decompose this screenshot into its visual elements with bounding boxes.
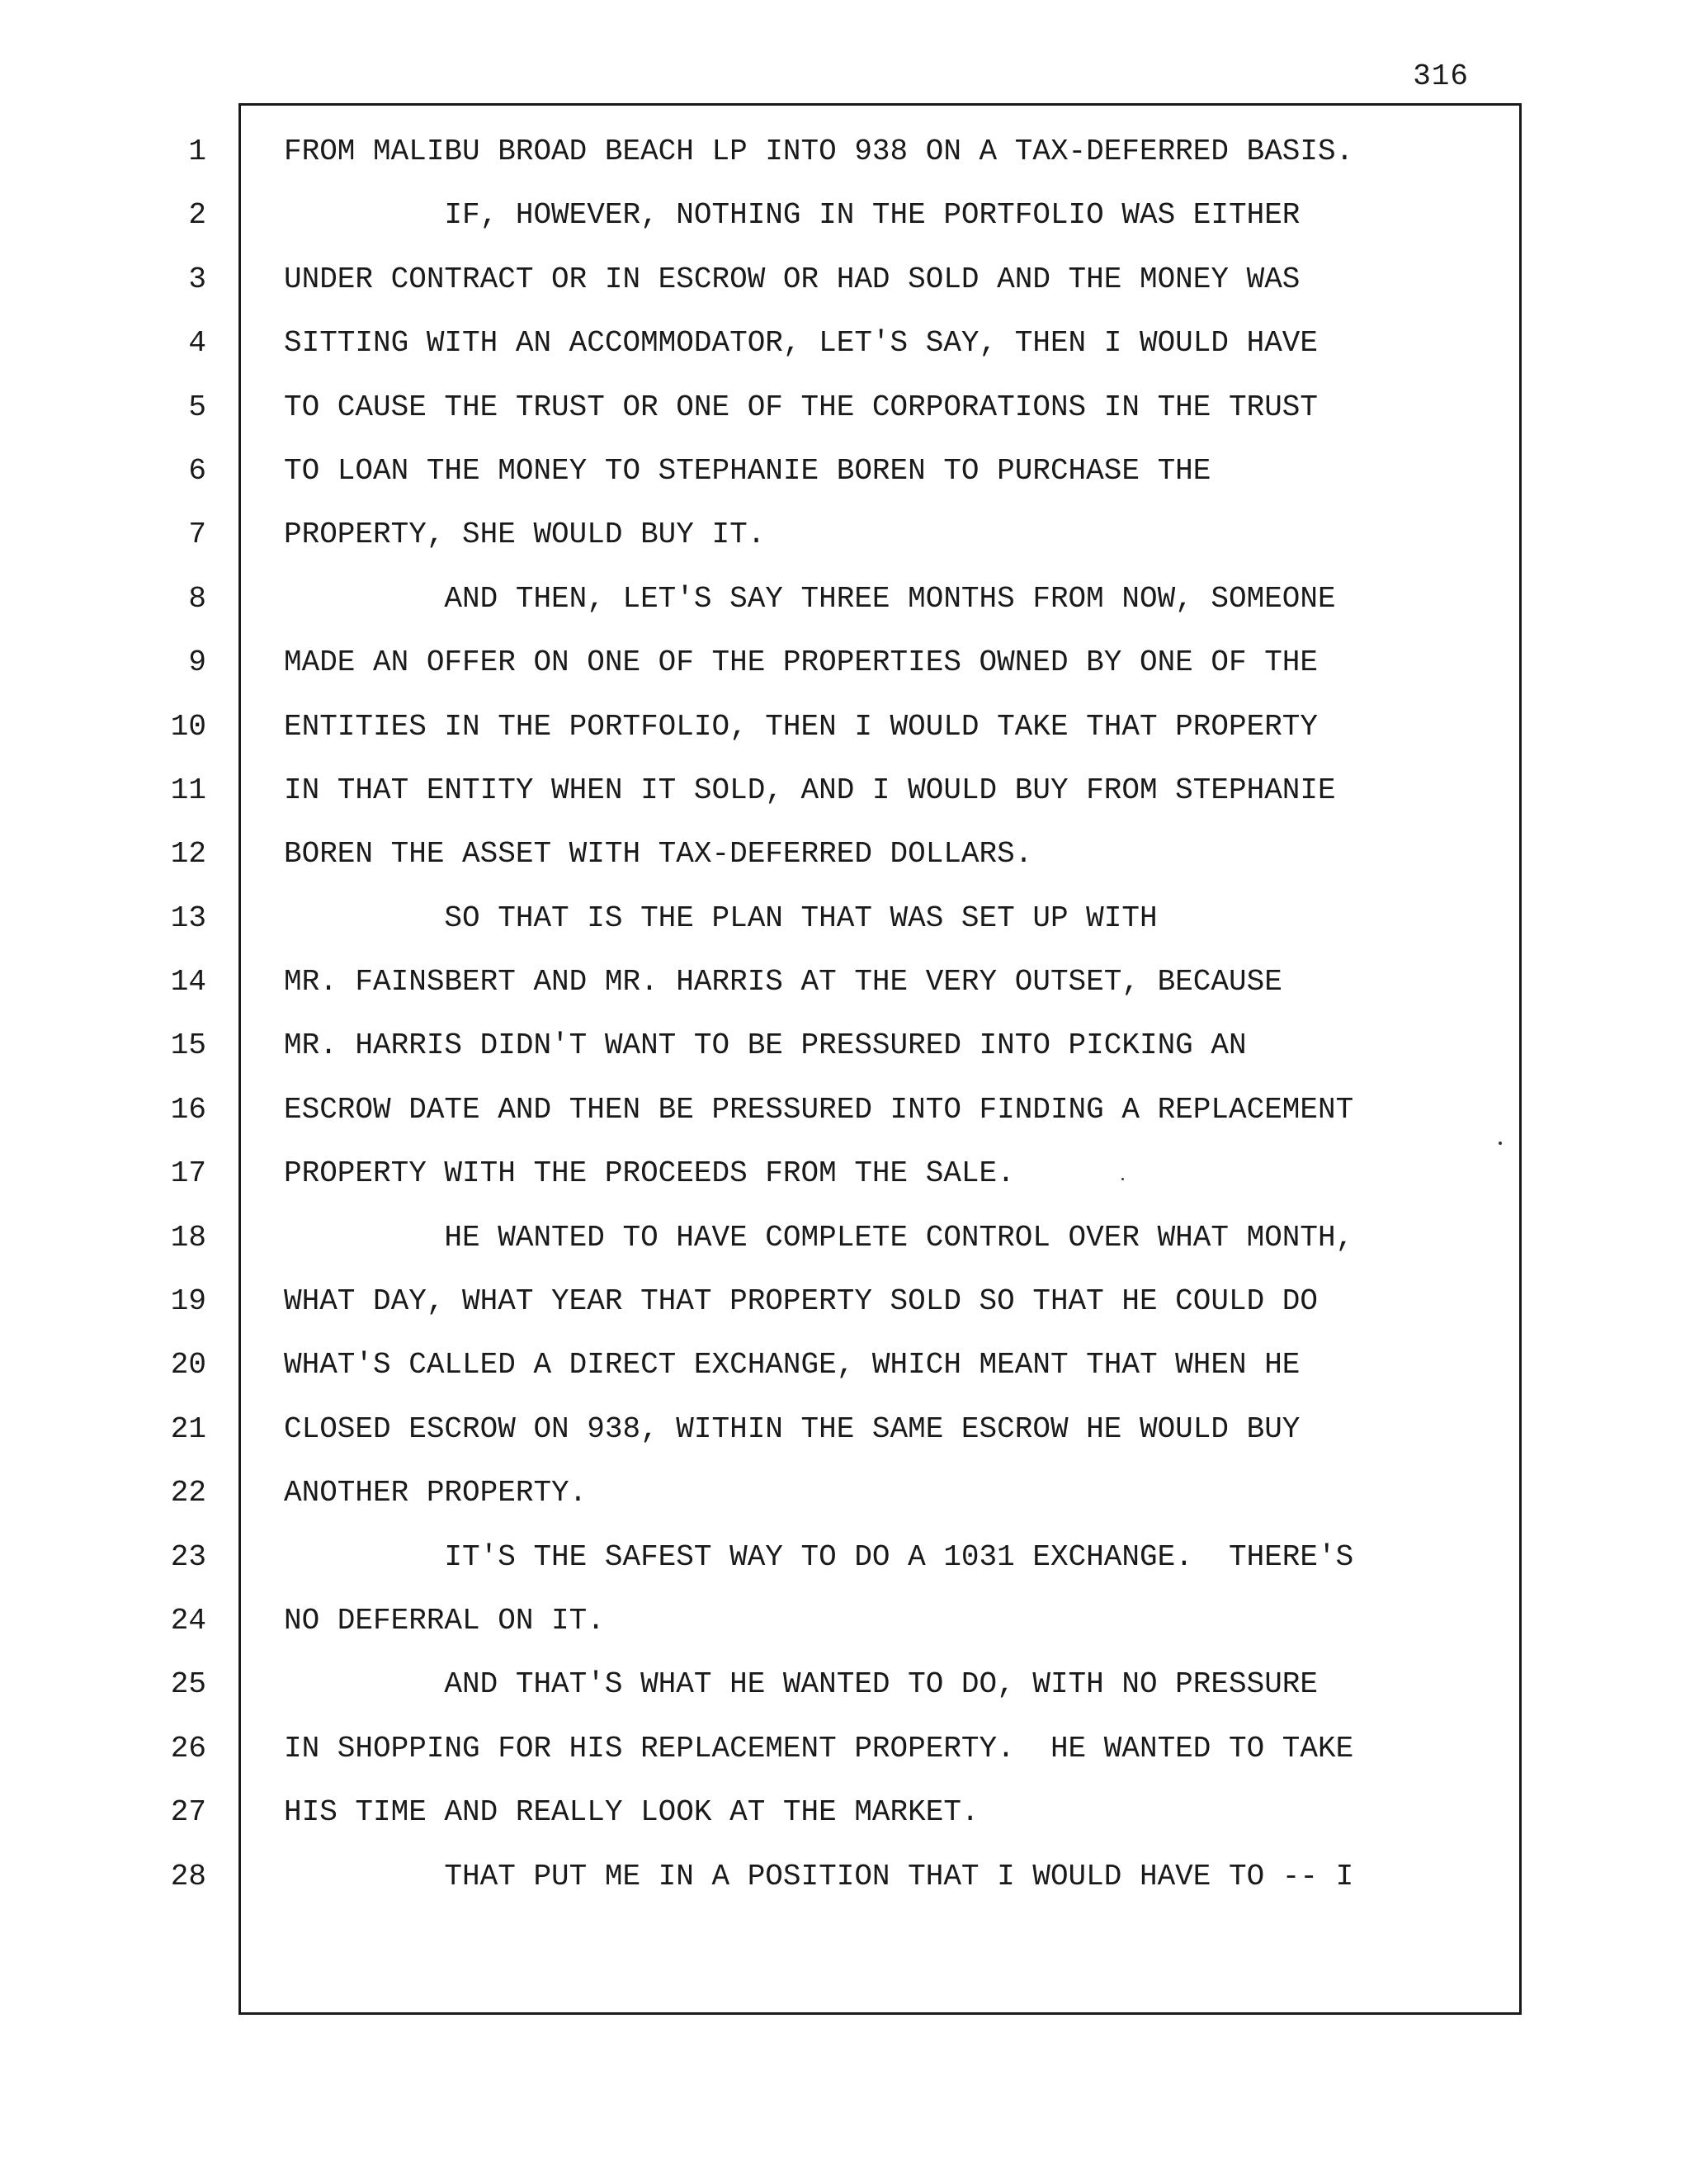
- scan-speck: [1499, 1142, 1502, 1145]
- transcript-line: ENTITIES IN THE PORTFOLIO, THEN I WOULD TAKE THAT PROPERTY: [284, 709, 1319, 744]
- transcript-line: ANOTHER PROPERTY.: [284, 1476, 588, 1510]
- transcript-line: PROPERTY WITH THE PROCEEDS FROM THE SALE.: [284, 1156, 1015, 1191]
- line-number: 11: [170, 773, 206, 807]
- line-number: 14: [170, 965, 206, 1000]
- line-number: 5: [188, 390, 206, 424]
- line-number: 12: [170, 837, 206, 872]
- transcript-line: BOREN THE ASSET WITH TAX-DEFERRED DOLLARS.: [284, 837, 1033, 872]
- transcript-line: TO LOAN THE MONEY TO STEPHANIE BOREN TO PURCHASE THE: [284, 453, 1211, 488]
- transcript-line: AND THAT'S WHAT HE WANTED TO DO, WITH NO PRESSURE: [284, 1667, 1319, 1702]
- line-number: 26: [170, 1731, 206, 1766]
- transcript-line: MADE AN OFFER ON ONE OF THE PROPERTIES OWNED BY ONE OF THE: [284, 645, 1319, 680]
- transcript-line: IT'S THE SAFEST WAY TO DO A 1031 EXCHANGE. THERE'S: [284, 1539, 1354, 1574]
- transcript-line: MR. HARRIS DIDN'T WANT TO BE PRESSURED INTO PICKING AN: [284, 1028, 1247, 1063]
- transcript-line: WHAT DAY, WHAT YEAR THAT PROPERTY SOLD SO THAT HE COULD DO: [284, 1284, 1319, 1319]
- transcript-line: IF, HOWEVER, NOTHING IN THE PORTFOLIO WAS EITHER: [284, 198, 1301, 233]
- line-number: 15: [170, 1028, 206, 1063]
- transcript-line: NO DEFERRAL ON IT.: [284, 1603, 605, 1638]
- transcript-line: FROM MALIBU BROAD BEACH LP INTO 938 ON A TAX-DEFERRED BASIS.: [284, 135, 1354, 168]
- transcript-line: THAT PUT ME IN A POSITION THAT I WOULD HAVE TO -- I: [284, 1859, 1354, 1893]
- line-number: 25: [170, 1667, 206, 1702]
- line-number: 6: [188, 453, 206, 488]
- line-number: 21: [170, 1411, 206, 1446]
- line-number: 7: [188, 518, 206, 552]
- line-number: 1: [188, 135, 206, 168]
- transcript-line: IN THAT ENTITY WHEN IT SOLD, AND I WOULD BUY FROM STEPHANIE: [284, 773, 1336, 807]
- transcript-line: WHAT'S CALLED A DIRECT EXCHANGE, WHICH MEANT THAT WHEN HE: [284, 1348, 1301, 1383]
- page-number: 316: [1413, 59, 1469, 93]
- line-number: 18: [170, 1220, 206, 1255]
- scan-speck: [1121, 1178, 1124, 1180]
- transcript-line: UNDER CONTRACT OR IN ESCROW OR HAD SOLD AND THE MONEY WAS: [284, 262, 1301, 296]
- transcript-line: AND THEN, LET'S SAY THREE MONTHS FROM NOW, SOMEONE: [284, 581, 1336, 616]
- transcript-line: SITTING WITH AN ACCOMMODATOR, LET'S SAY, THEN I WOULD HAVE: [284, 326, 1319, 361]
- transcript-line: SO THAT IS THE PLAN THAT WAS SET UP WITH: [284, 901, 1158, 935]
- transcript-text: [284, 135, 1505, 1941]
- line-number: 16: [170, 1092, 206, 1127]
- line-number-column: [124, 135, 206, 1941]
- transcript-line: TO CAUSE THE TRUST OR ONE OF THE CORPORATIONS IN THE TRUST: [284, 390, 1319, 424]
- transcript-line: HE WANTED TO HAVE COMPLETE CONTROL OVER WHAT MONTH,: [284, 1220, 1354, 1255]
- line-number: 23: [170, 1539, 206, 1574]
- transcript-line: IN SHOPPING FOR HIS REPLACEMENT PROPERTY. HE WANTED TO TAKE: [284, 1731, 1354, 1766]
- line-number: 22: [170, 1476, 206, 1510]
- line-number: 4: [188, 326, 206, 361]
- line-number: 19: [170, 1284, 206, 1319]
- line-number: 17: [170, 1156, 206, 1191]
- line-number: 3: [188, 262, 206, 296]
- line-number: 9: [188, 645, 206, 680]
- transcript-line: HIS TIME AND REALLY LOOK AT THE MARKET.: [284, 1795, 980, 1830]
- line-number: 13: [170, 901, 206, 935]
- line-number: 2: [188, 198, 206, 233]
- line-number: 24: [170, 1603, 206, 1638]
- line-number: 10: [170, 709, 206, 744]
- line-number: 28: [170, 1859, 206, 1893]
- line-number: 20: [170, 1348, 206, 1383]
- line-number: 27: [170, 1795, 206, 1830]
- transcript-line: ESCROW DATE AND THEN BE PRESSURED INTO FINDING A REPLACEMENT: [284, 1092, 1354, 1127]
- transcript-line: MR. FAINSBERT AND MR. HARRIS AT THE VERY OUTSET, BECAUSE: [284, 965, 1282, 1000]
- transcript-line: PROPERTY, SHE WOULD BUY IT.: [284, 518, 766, 552]
- line-number: 8: [188, 581, 206, 616]
- transcript-line: CLOSED ESCROW ON 938, WITHIN THE SAME ESCROW HE WOULD BUY: [284, 1411, 1301, 1446]
